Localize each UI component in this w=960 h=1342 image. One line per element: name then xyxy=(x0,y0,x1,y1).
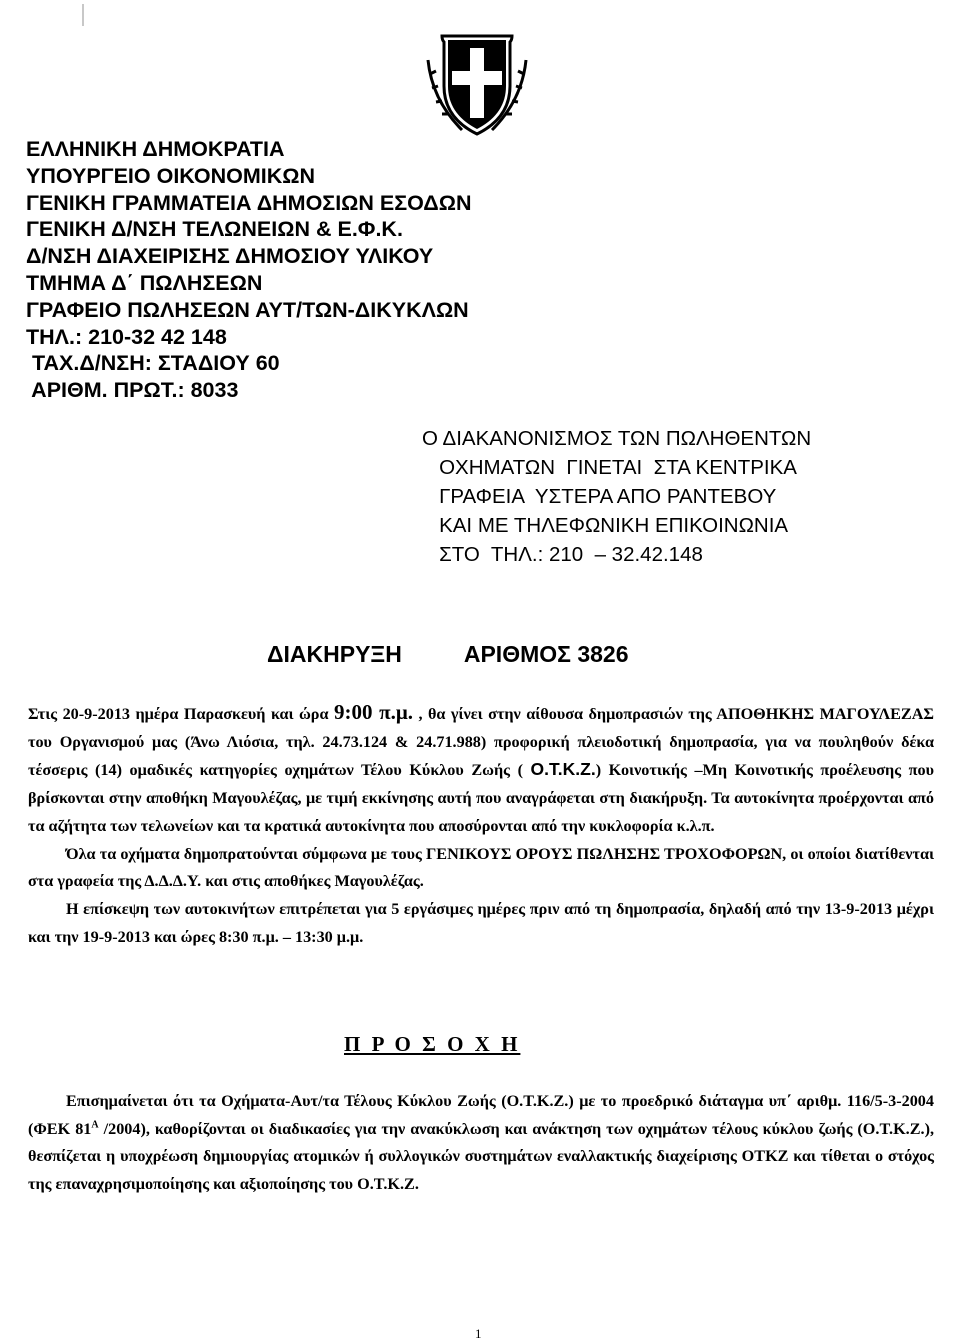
warning-text: Επισημαίνεται ότι τα Οχήματα-Αυτ/τα Τέλους Κύκλου Ζωής (Ο.Τ.Κ.Ζ.) με το προεδρικό διάταγμα υπ΄ αριθμ. 116/5-3-2004 (ΦΕΚ 81 xyxy=(28,1092,934,1138)
announcement-body xyxy=(28,699,934,951)
authority-line: ΤΜΗΜΑ Δ΄ ΠΩΛΗΣΕΩΝ xyxy=(26,270,263,295)
terms-paragraph: Όλα τα οχήματα δημοπρατούνται σύμφωνα με τους ΓΕΝΙΚΟΥΣ ΟΡΟΥΣ ΠΩΛΗΣΗΣ ΤΡΟΧΟΦΟΡΩΝ, οι οποίοι διατίθενται στα γραφεία της Δ.Δ.Δ.Υ. και στις αποθήκες Μαγουλέζας. xyxy=(28,844,934,891)
auction-text: , θα γίνει στην αίθουσα δημοπρασιών της ΑΠΟΘΗΚΗΣ ΜΑΓΟΥΛΕΖΑΣ του Οργανισμού μας (Άνω Λιόσια, τηλ. 24.73.124 & 24.71.988) προφορική πλειοδοτική δημοπρασία, για να πουληθούν δέκα τέσσερις (14) ομαδικές κατηγορίες οχημάτων Τέλου Κύκλου Ζωής ( xyxy=(28,705,935,780)
authority-line: ΕΛΛΗΝΙΚΗ ΔΗΜΟΚΡΑΤΙΑ xyxy=(26,137,285,161)
auction-time: 9:00 π.μ. xyxy=(333,700,414,724)
authority-line: ΑΡΙΘΜ. ΠΡΩΤ.: 8033 xyxy=(26,378,239,403)
page-edge-mark xyxy=(82,4,84,26)
warning-body xyxy=(28,1088,934,1198)
notice-line: ΣΤΟ ΤΗΛ.: 210 – 32.42.148 xyxy=(422,543,703,566)
warning-title: Π Ρ Ο Σ Ο Χ Η xyxy=(344,1032,521,1056)
authority-line: ΓΕΝΙΚΗ Δ/ΝΣΗ ΤΕΛΩΝΕΙΩΝ & Ε.Φ.Κ. xyxy=(26,217,403,242)
notice-line: ΟΧΗΜΑΤΩΝ ΓΙΝΕΤΑΙ ΣΤΑ ΚΕΝΤΡΙΚΑ xyxy=(422,456,797,479)
greek-coat-of-arms-emblem xyxy=(422,30,532,140)
notice-line: Ο ΔΙΑΚΑΝΟΝΙΣΜΟΣ ΤΩΝ ΠΩΛΗΘΕΝΤΩΝ xyxy=(422,427,812,450)
page-number: 1 xyxy=(475,1326,482,1341)
auction-text: ) Κοινοτικής –Μη Κοινοτικής προέλευσης που βρίσκονται στην αποθήκη Μαγουλέζας, με τιμή εκκίνησης αυτή που αναγράφεται στη διακήρυξη. Τα αυτοκίνητα προέρχονται από τα αζήτητα των τελωνείων και τα κρατικά αυτοκίνητα που αποσύρονται από την κυκλοφορία κ.λ.π. xyxy=(28,761,934,835)
authority-line: Δ/ΝΣΗ ΔΙΑΧΕΙΡΙΣΗΣ ΔΗΜΟΣΙΟΥ ΥΛΙΚΟΥ xyxy=(26,244,434,269)
issuing-authority-header xyxy=(26,136,472,404)
auction-paragraph xyxy=(28,699,934,841)
authority-line: ΥΠΟΥΡΓΕΙΟ ΟΙΚΟΝΟΜΙΚΩΝ xyxy=(26,163,315,188)
authority-line: ΓΕΝΙΚΗ ΓΡΑΜΜΑΤΕΙΑ ΔΗΜΟΣΙΩΝ ΕΣΟΔΩΝ xyxy=(26,190,472,215)
gazette-series-superscript: Α xyxy=(91,1119,99,1131)
settlement-notice xyxy=(422,424,811,569)
auction-text: Στις 20-9-2013 ημέρα Παρασκευή και ώρα xyxy=(28,705,334,723)
warning-paragraph xyxy=(28,1088,934,1198)
authority-line: ΤΑΧ.Δ/ΝΣΗ: ΣΤΑΔΙΟΥ 60 xyxy=(26,351,280,376)
announcement-heading xyxy=(267,641,629,668)
inspection-paragraph: Η επίσκεψη των αυτοκινήτων επιτρέπεται για 5 εργάσιμες ημέρες πριν από τη δημοπρασία, δηλαδή από την 13-9-2013 μέχρι και την 19-9-2013 και ώρες 8:30 π.μ. – 13:30 μ.μ. xyxy=(28,899,934,946)
authority-line: ΓΡΑΦΕΙΟ ΠΩΛΗΣΕΩΝ ΑΥΤ/ΤΩΝ-ΔΙΚΥΚΛΩΝ xyxy=(26,297,469,322)
authority-line: ΤΗΛ.: 210-32 42 148 xyxy=(26,324,227,349)
notice-line: ΓΡΑΦΕΙΑ ΥΣΤΕΡΑ ΑΠΟ ΡΑΝΤΕΒΟΥ xyxy=(422,485,777,508)
notice-line: ΚΑΙ ΜΕ ΤΗΛΕΦΩΝΙΚΗ ΕΠΙΚΟΙΝΩΝΙΑ xyxy=(422,514,789,537)
announcement-number: ΑΡΙΘΜΟΣ 3826 xyxy=(463,641,629,667)
warning-text: /2004), καθορίζονται οι διαδικασίες για την ανακύκλωση και ανάκτηση των οχημάτων τέλους κύκλου ζωής (Ο.Τ.Κ.Ζ.), θεσπίζεται η υποχρέωση δημιουργίας ατομικών ή συλλογικών συστημάτων εναλλακτικής διαχείρισης ΟΤΚΖ και τίθεται ο στόχος της επαναχρησιμοποίησης και αξιοποίησης του Ο.Τ.Κ.Ζ. xyxy=(28,1119,935,1193)
otkz-abbreviation: Ο.Τ.Κ.Ζ. xyxy=(530,759,596,780)
announcement-title: ΔΙΑΚΗΡΥΞΗ xyxy=(267,641,402,667)
